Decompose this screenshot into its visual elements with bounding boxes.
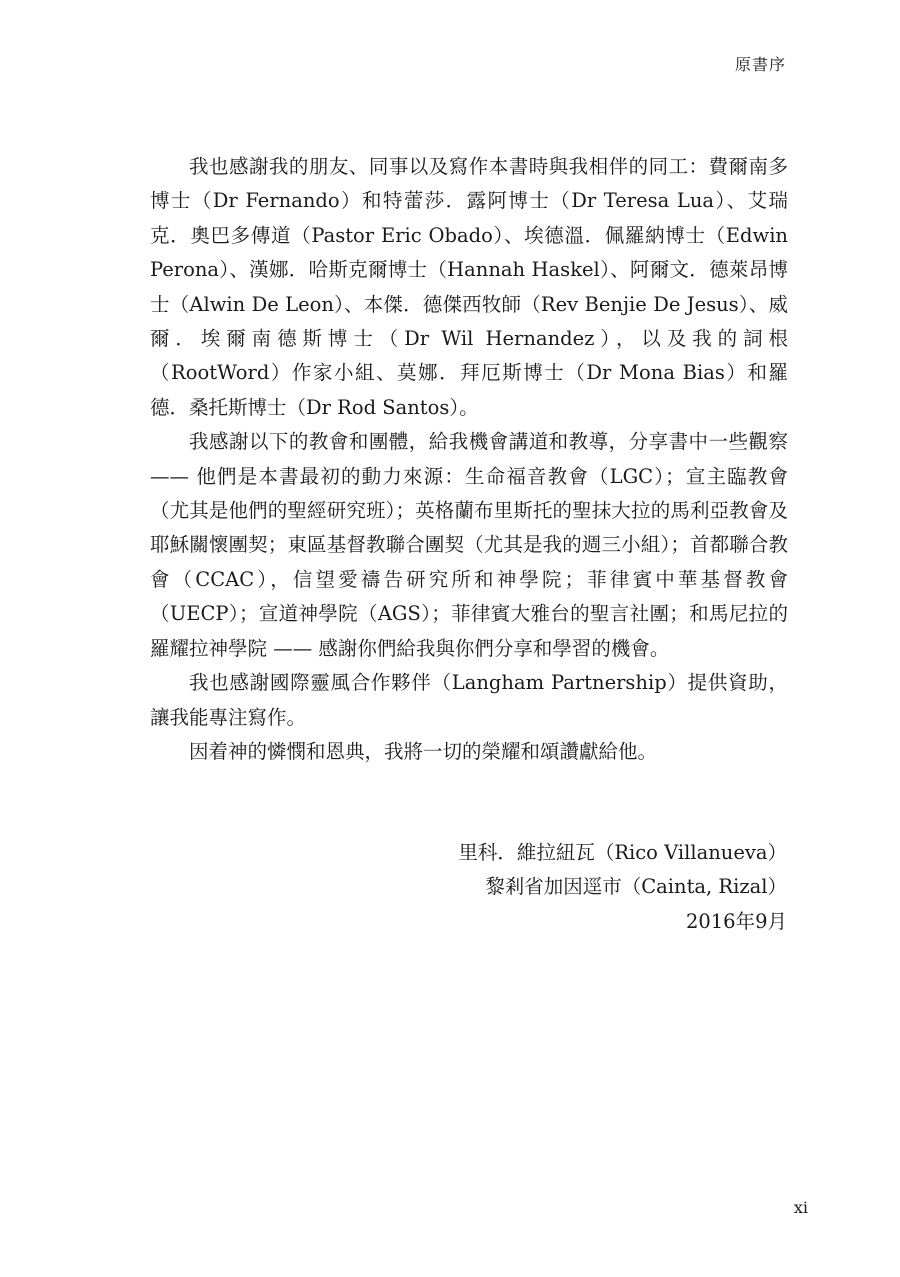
signature-block <box>458 836 787 939</box>
running-head: 原書序 <box>734 55 786 74</box>
paragraph-acknowledgement-churches: 我感謝以下的教會和團體，給我機會講道和教導，分享書中一些觀察 —— 他們是本書最初的動力來源：生命福音教會（LGC）；宣主臨教會（尤其是他們的聖經研究班）；英格蘭布里斯托的聖抹大拉的馬利亞教會及耶穌關懷團契；東區基督教聯合團契（尤其是我的週三小組）；首都聯合教會（CCAC），信望愛禱告研究所和神學院；菲律賓中華基督教會（UECP）；宣道神學院（AGS）；菲律賓大雅台的聖言社團；和馬尼拉的羅耀拉神學院 —— 感謝你們給我與你們分享和學習的機會。 <box>150 430 788 660</box>
author-name: 里科．維拉紐瓦（Rico Villanueva） <box>458 841 787 864</box>
signature-date: 2016年9月 <box>685 909 787 933</box>
paragraph-doxology: 因着神的憐憫和恩典，我將一切的榮耀和頌讚獻給他。 <box>189 739 658 763</box>
paragraph-acknowledgement-colleagues: 我也感謝我的朋友、同事以及寫作本書時與我相伴的同工：費爾南多博士（Dr Fernando）和特蕾莎．露阿博士（Dr Teresa Lua）、艾瑞克．奧巴多傳道（Pastor Eric Obado）、埃德溫．佩羅納博士（Edwin Perona）、漢娜．哈斯克爾博士（Hannah Haskel）、阿爾文．德萊昂博士（Alwin De Leon）、本傑．德傑西牧師（Rev Benjie De Jesus）、威爾．埃爾南德斯博士（Dr Wil Hernandez），以及我的詞根（RootWord）作家小組、莫娜．拜厄斯博士（Dr Mona Bias）和羅德．桑托斯博士（Dr Rod Santos）。 <box>150 155 788 419</box>
body-text <box>150 150 788 769</box>
page-number: xi <box>793 1198 808 1217</box>
paragraph-acknowledgement-funding: 我也感謝國際靈風合作夥伴（Langham Partnership）提供資助，讓我能專注寫作。 <box>150 671 788 729</box>
author-place: 黎剎省加因逕市（Cainta, Rizal） <box>485 875 787 899</box>
